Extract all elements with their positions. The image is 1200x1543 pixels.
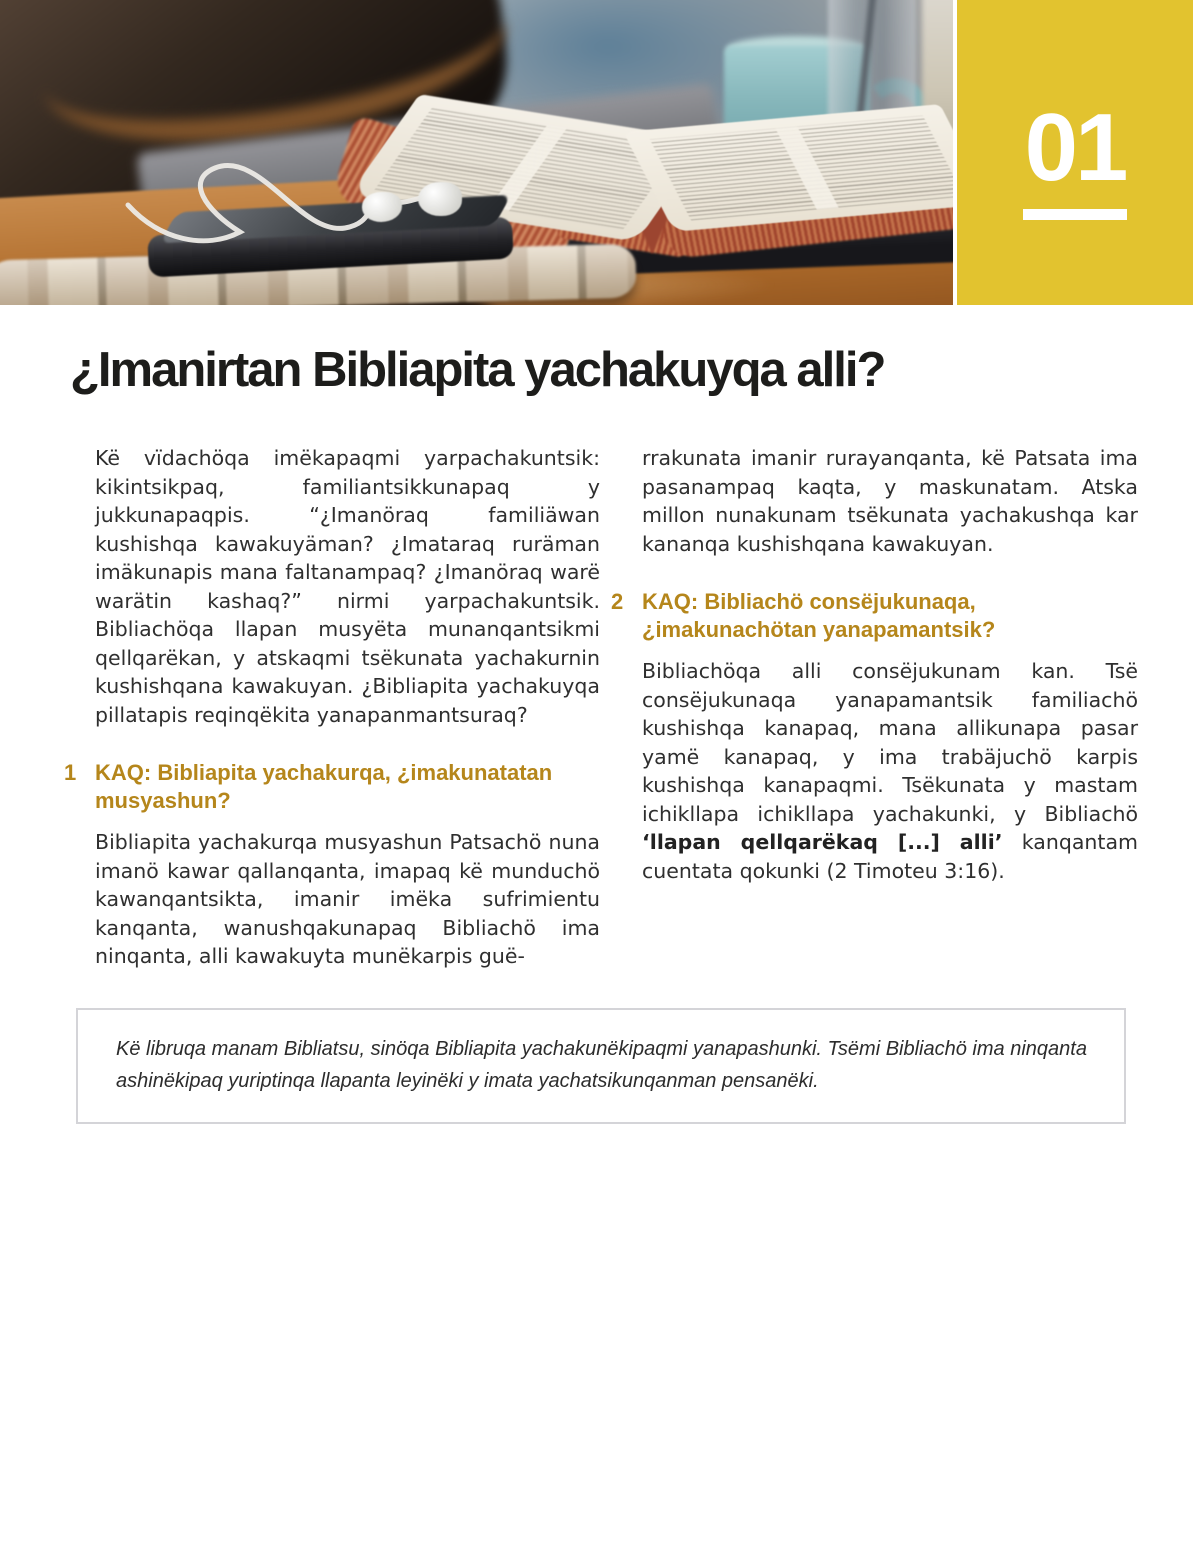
section-1-paragraph-left: Bibliapita yachakurqa musyashun Patsachö nuna imanö kawar qallanqanta, imapaq kë munduchö kawanqantsikta, imanir imëka sufrimientu kanqanta, wanushqakunapaq Bibliachö ima ninqanta, alli kawakuyta munëkarpis guë- bbox=[95, 830, 600, 968]
section-1 bbox=[64, 759, 600, 971]
footnote-text: Kë libruqa manam Bibliatsu, sinöqa Bibliapita yachakunëkipaqmi yanapashunki. Tsëmi Bibliachö ima ninqanta ashinëkipaq yuriptinqa llapanta leyinëki y imata yachatsikunqanman pensanëki. bbox=[116, 1038, 1087, 1092]
section-2-text-post: kanqantam cuentata qokunki (2 Timoteu 3:16). bbox=[642, 830, 1138, 883]
section-1-heading-row bbox=[64, 759, 600, 815]
section-2-quote-bold: ‘llapan qellqarëkaq [...] alli’ bbox=[642, 830, 1003, 854]
column-left bbox=[64, 444, 600, 971]
chapter-number-block bbox=[957, 0, 1193, 305]
section-1-number: 1 bbox=[64, 760, 77, 785]
body-columns bbox=[64, 444, 1138, 971]
section-2-number: 2 bbox=[611, 589, 624, 614]
column-right bbox=[611, 444, 1138, 971]
photo-earbud-right bbox=[418, 182, 462, 216]
footnote-box bbox=[76, 1008, 1126, 1124]
chapter-underline bbox=[1023, 209, 1127, 220]
page-title: ¿Imanirtan Bibliapita yachakuyqa alli? bbox=[70, 343, 885, 397]
photo-earphone-cable bbox=[0, 0, 953, 305]
chapter-number: 01 bbox=[1024, 93, 1126, 201]
header-photo bbox=[0, 0, 953, 305]
section-1-paragraph-right: rrakunata imanir rurayanqanta, kë Patsata ima pasanampaq kaqta, y maskunatam. Atska millon nunakunam tsëkunata yachakushqa kar kananqa kushishqana kawakuyan. bbox=[642, 446, 1138, 556]
intro-paragraph: Kë vïdachöqa imëkapaqmi yarpachakuntsik: kikintsikpaq, familiantsikkunapaq y jukkunapaqpis. “¿Imanöraq familiäwan kushishqa kawakuyäman? ¿Imataraq ruräman imäkunapis mana faltanampaq? ¿Imanöraq warë warätin kashaq?” nirmi yarpachakuntsik. Bibliachöqa llapan musyëta munanqantsikmi qellqarëkan, y atskaqmi tsëkunata yachakurnin kushishqana kawakuyan. ¿Bibliapita yachakuyqa pillatapis reqinqëkita yanapanmantsuraq? bbox=[95, 446, 600, 727]
section-2-paragraph bbox=[642, 657, 1138, 885]
section-1-heading: KAQ: Bibliapita yachakurqa, ¿imakunatatan musyashun? bbox=[95, 760, 553, 813]
section-2 bbox=[611, 588, 1138, 885]
section-2-text-pre: Bibliachöqa alli consëjukunam kan. Tsë consëjukunaqa yanapamantsik familiachö kushishqa kanapaq, mana allikunapa pasar yamë kanapaq, y ima trabäjuchö karpis kushishqa kanapaqmi. Tsëkunata y mastam ichikllapa ichikllapa yachakunki, y Bibliachö bbox=[642, 659, 1138, 826]
section-2-heading: KAQ: Bibliachö consëjukunaqa, ¿imakunachötan yanapamantsik? bbox=[642, 589, 996, 642]
section-2-heading-row bbox=[611, 588, 1138, 644]
